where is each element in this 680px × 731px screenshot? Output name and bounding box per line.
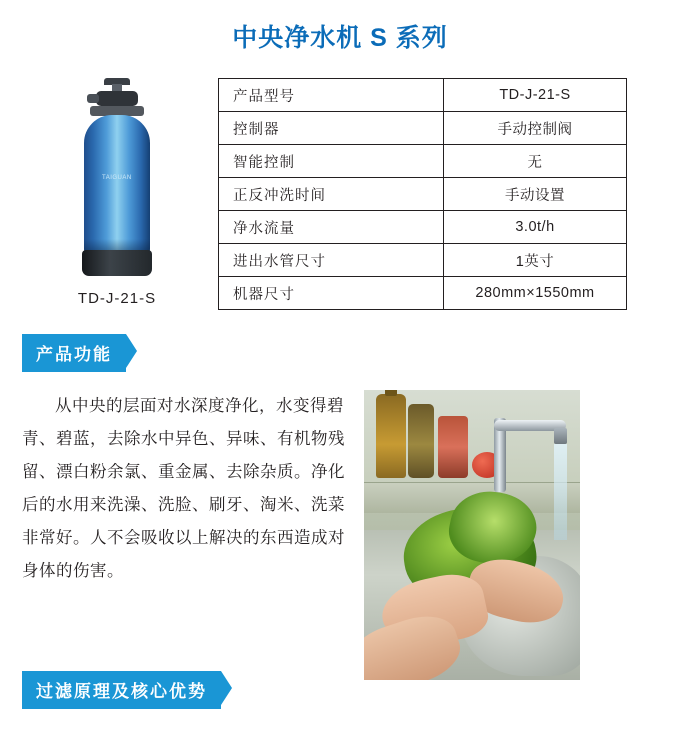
spec-table-body <box>219 79 627 310</box>
functions-body-text: 从中央的层面对水深度净化，水变得碧青、碧蓝，去除水中异色、异味、有机物残留、漂白粉余氯、重金属、去除杂质。净化后的水用来洗澡、洗脸、刷牙、淘米、洗菜非常好。人不会吸收以上解决的东西造成对身体的伤害。 <box>22 397 345 580</box>
spec-value: 3.0t/h <box>444 211 627 244</box>
table-row <box>219 178 627 211</box>
product-overview-row <box>0 60 680 310</box>
principle-heading-wrap <box>0 671 221 709</box>
tank-logo: TAIGUAN <box>102 175 132 181</box>
spec-value: 手动控制阀 <box>444 112 627 145</box>
spec-table <box>218 78 627 310</box>
table-row <box>219 79 627 112</box>
spec-label: 净水流量 <box>219 211 444 244</box>
spec-value: 手动设置 <box>444 178 627 211</box>
table-row <box>219 112 627 145</box>
tank-valve-head <box>96 91 138 106</box>
table-row <box>219 244 627 277</box>
tank-valve-knob <box>87 94 99 103</box>
table-row <box>219 145 627 178</box>
spec-value: TD-J-21-S <box>444 79 627 112</box>
photo-red-jar <box>438 416 468 478</box>
photo-sauce-bottle <box>408 404 434 478</box>
photo-water-stream <box>554 444 567 540</box>
photo-faucet-head <box>554 428 567 444</box>
tank-base <box>82 250 152 276</box>
spec-value: 1英寸 <box>444 244 627 277</box>
table-row <box>219 211 627 244</box>
spec-label: 正反冲洗时间 <box>219 178 444 211</box>
functions-heading-wrap <box>0 334 680 372</box>
spec-label: 智能控制 <box>219 145 444 178</box>
washing-vegetables-photo <box>364 390 580 680</box>
tank-body <box>84 115 150 255</box>
spec-label: 机器尺寸 <box>219 277 444 310</box>
section-heading-functions: 产品功能 <box>22 334 126 372</box>
section-heading-principle: 过滤原理及核心优势 <box>22 671 221 709</box>
page-title: 中央净水机 S 系列 <box>232 24 448 52</box>
product-model-caption: TD-J-21-S <box>77 290 157 307</box>
table-row <box>219 277 627 310</box>
spec-label: 进出水管尺寸 <box>219 244 444 277</box>
spec-value: 无 <box>444 145 627 178</box>
photo-oil-bottle <box>376 394 406 478</box>
spec-label: 控制器 <box>219 112 444 145</box>
functions-content-row <box>0 372 680 680</box>
spec-label: 产品型号 <box>219 79 444 112</box>
product-figure <box>22 74 212 307</box>
spec-value: 280mm×1550mm <box>444 277 627 310</box>
water-purifier-tank-image <box>74 78 160 278</box>
